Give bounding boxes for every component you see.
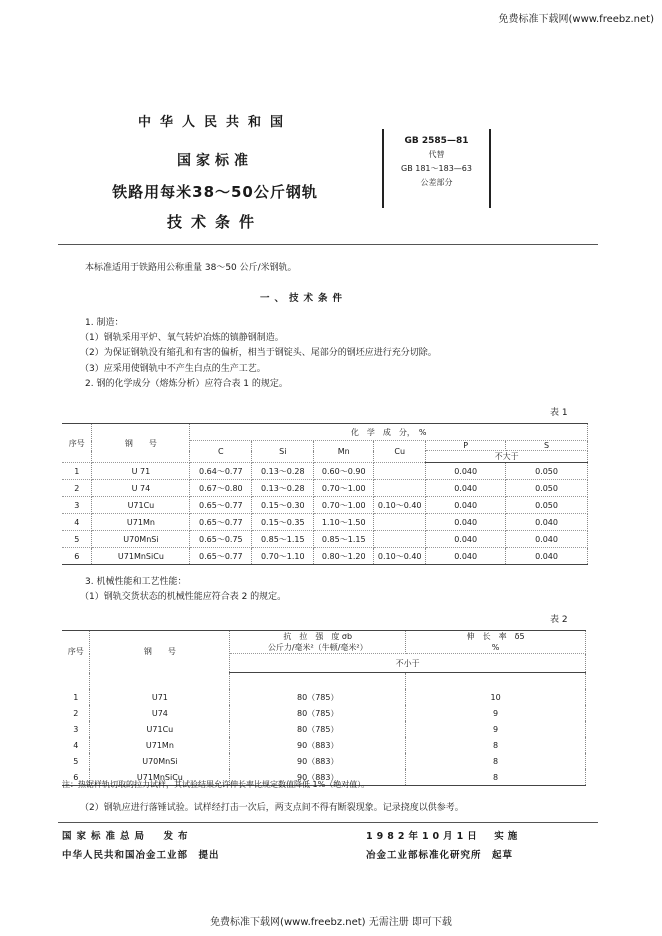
table-row: 6 U71MnSiCu 90（883） 8	[62, 769, 586, 786]
not-more-than: 不大于	[426, 451, 588, 463]
watermark-top: 免费标准下载网(www.freebz.net)	[498, 14, 654, 25]
table-row: 4 U71Mn 90（883） 8	[62, 737, 586, 753]
table-row: 2 U74 80（785） 9	[62, 705, 586, 721]
country-title: 中华人民共和国	[137, 115, 292, 130]
table-note: 注：热锯样轨切取的拉力试样，其试验结果允许伸长率比规定数值降低 1%（绝对值）。	[62, 780, 370, 789]
implementation-date: 1982年10月1日 实施	[366, 831, 522, 842]
col-chem-header: 化 学 成 分， %	[190, 424, 588, 441]
col-elongation-header: 伸 长 率 δ5 %	[406, 631, 586, 654]
element-s: S	[506, 441, 588, 451]
drafter: 冶金工业部标准化研究所 起草	[366, 850, 514, 861]
item-3: 3. 机械性能和工艺性能：	[85, 577, 187, 587]
table-row: 1 U 71 0.64～0.77 0.13～0.28 0.60～0.90 0.040 0.050	[62, 463, 588, 480]
table-row: 5 U70MnSi 90（883） 8	[62, 753, 586, 769]
tolerance-label: 公差部分	[420, 178, 453, 187]
not-less-than: 不小于	[230, 654, 586, 673]
mechanical-properties-table	[62, 630, 586, 786]
table-row: 3 U71Cu 80（785） 9	[62, 721, 586, 737]
col-steel-header: 钢 号	[92, 424, 190, 463]
table-row: 3 U71Cu 0.65～0.77 0.15～0.30 0.70～1.00 0.10～0.40 0.040 0.050	[62, 497, 588, 514]
scope-text: 本标准适用于铁路用公称重量 38～50 公斤/米钢轨。	[85, 263, 297, 273]
replaces-code: GB 181～183—63	[401, 164, 472, 173]
proposer: 中华人民共和国冶金工业部 提出	[62, 850, 220, 861]
chemical-composition-table	[62, 423, 588, 565]
col-steel-header: 钢 号	[90, 631, 230, 673]
element-p: P	[426, 441, 506, 451]
table-row: 2 U 74 0.67～0.80 0.13～0.28 0.70～1.00 0.040 0.050	[62, 480, 588, 497]
header-divider	[58, 244, 598, 245]
element-c: C	[190, 441, 252, 463]
document-subtitle: 技术条件	[166, 213, 263, 231]
item-1-3: （3）应采用使钢轨中不产生白点的生产工艺。	[80, 364, 266, 374]
element-cu: Cu	[374, 441, 426, 463]
standard-type: 国家标准	[177, 153, 253, 169]
table-row: 4 U71Mn 0.65～0.77 0.15～0.35 1.10～1.50 0.040 0.040	[62, 514, 588, 531]
footer-divider	[58, 822, 598, 823]
standard-code-box	[382, 129, 491, 208]
item-3-1: （1）钢轨交货状态的机械性能应符合表 2 的规定。	[80, 592, 287, 602]
item-2: 2. 钢的化学成分（熔炼分析）应符合表 1 的规定。	[85, 379, 288, 389]
table-row: 5 U70MnSi 0.65～0.75 0.85～1.15 0.85～1.15 0.040 0.040	[62, 531, 588, 548]
item-1-2: （2）为保证钢轨没有缩孔和有害的偏析，相当于钢锭头、尾部分的钢坯应进行充分切除。	[80, 348, 437, 358]
col-strength-header: 抗 拉 强 度 σb 公斤力/毫米²（牛顿/毫米²）	[230, 631, 406, 654]
item-3-2: （2）钢轨应进行落锤试验。试样经打击一次后，两支点间不得有断裂现象。记录挠度以供参考。	[80, 803, 464, 813]
table2-label: 表 2	[550, 615, 568, 625]
item-1-1: （1）钢轨采用平炉、氧气转炉冶炼的镇静钢制造。	[80, 333, 284, 343]
replaces-label: 代替	[428, 150, 445, 159]
table-row: 1 U71 80（785） 10	[62, 689, 586, 705]
document-title: 铁路用每米38～50公斤钢轨	[112, 183, 318, 201]
table-row	[62, 673, 586, 690]
standard-code: GB 2585—81	[404, 136, 469, 146]
section-heading: 一、技术条件	[260, 293, 348, 304]
element-mn: Mn	[314, 441, 374, 463]
watermark-bottom: 免费标准下载网(www.freebz.net) 无需注册 即可下载	[210, 917, 452, 928]
table1-label: 表 1	[550, 408, 568, 418]
publisher: 国家标准总局 发布	[62, 831, 193, 842]
col-no-header: 序号	[62, 631, 90, 673]
element-si: Si	[252, 441, 314, 463]
item-1: 1. 制造：	[85, 318, 124, 328]
col-no-header: 序号	[62, 424, 92, 463]
table-row: 6 U71MnSiCu 0.65～0.77 0.70～1.10 0.80～1.20 0.10～0.40 0.040 0.040	[62, 548, 588, 565]
